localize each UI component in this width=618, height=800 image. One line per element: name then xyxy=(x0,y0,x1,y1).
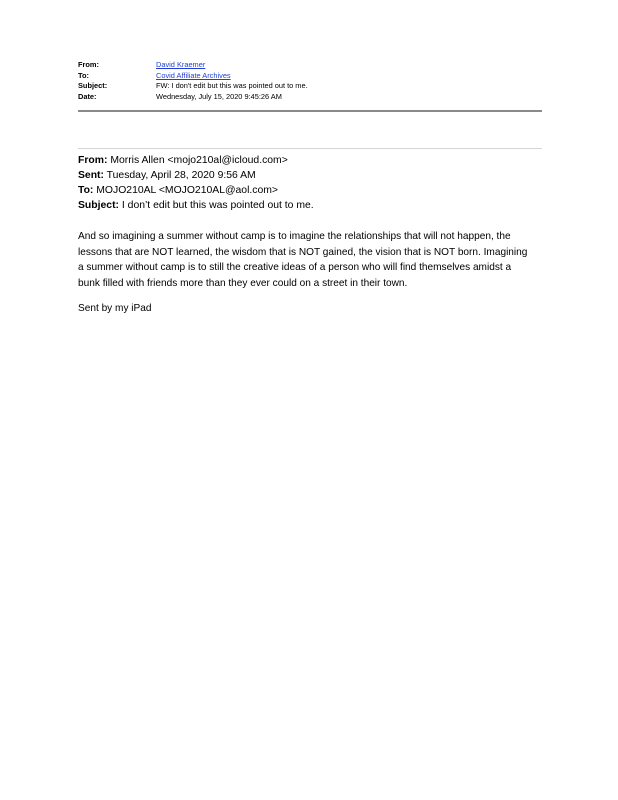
header-to-link[interactable]: Covid Affiliate Archives xyxy=(156,70,231,80)
forwarded-to-value: MOJO210AL <MOJO210AL@aol.com> xyxy=(93,185,278,196)
forwarded-sent-row xyxy=(78,168,548,183)
forwarded-to-row xyxy=(78,183,548,198)
forwarded-to-label: To: xyxy=(78,185,94,196)
header-subject-value: FW: I don't edit but this was pointed out to me. xyxy=(156,81,308,90)
header-date-label: Date: xyxy=(78,91,97,101)
header-date-row xyxy=(78,92,548,103)
header-from-label: From: xyxy=(78,60,99,69)
body-line: a summer without camp is to still the creative ideas of a person who will find themselves amidst a xyxy=(78,262,512,273)
body-line: And so imagining a summer without camp is to imagine the relationships that will not happen, the xyxy=(78,231,511,242)
body-line: lessons that are NOT learned, the wisdom that is NOT gained, the vision that is NOT born. Imagining xyxy=(78,246,528,258)
message-body xyxy=(78,229,548,291)
forwarded-sent-value: Tuesday, April 28, 2020 9:56 AM xyxy=(103,170,256,181)
header-from-link[interactable]: David Kraemer xyxy=(156,60,206,69)
forward-divider xyxy=(78,148,542,149)
forwarded-from-value: Morris Allen <mojo210al@icloud.com> xyxy=(107,155,288,166)
forwarded-sent-label: Sent: xyxy=(78,170,104,181)
email-header xyxy=(78,60,548,102)
header-subject-label: Subject: xyxy=(78,81,108,90)
forwarded-header xyxy=(78,153,548,213)
signature: Sent by my iPad xyxy=(78,303,152,314)
header-subject-row xyxy=(78,81,548,92)
header-from-row xyxy=(78,60,548,71)
forwarded-from-row xyxy=(78,153,548,168)
header-date-value: Wednesday, July 15, 2020 9:45:26 AM xyxy=(156,91,282,101)
body-line: bunk filled with friends more than they ever could on a street in their town. xyxy=(78,277,408,289)
header-divider xyxy=(78,110,542,112)
forwarded-subject-label: Subject: xyxy=(78,200,119,211)
forwarded-from-label: From: xyxy=(78,155,108,166)
header-to-row xyxy=(78,71,548,82)
forwarded-subject-row xyxy=(78,198,548,213)
forwarded-subject-value: I don’t edit but this was pointed out to me. xyxy=(119,200,314,211)
header-to-label: To: xyxy=(78,70,89,80)
